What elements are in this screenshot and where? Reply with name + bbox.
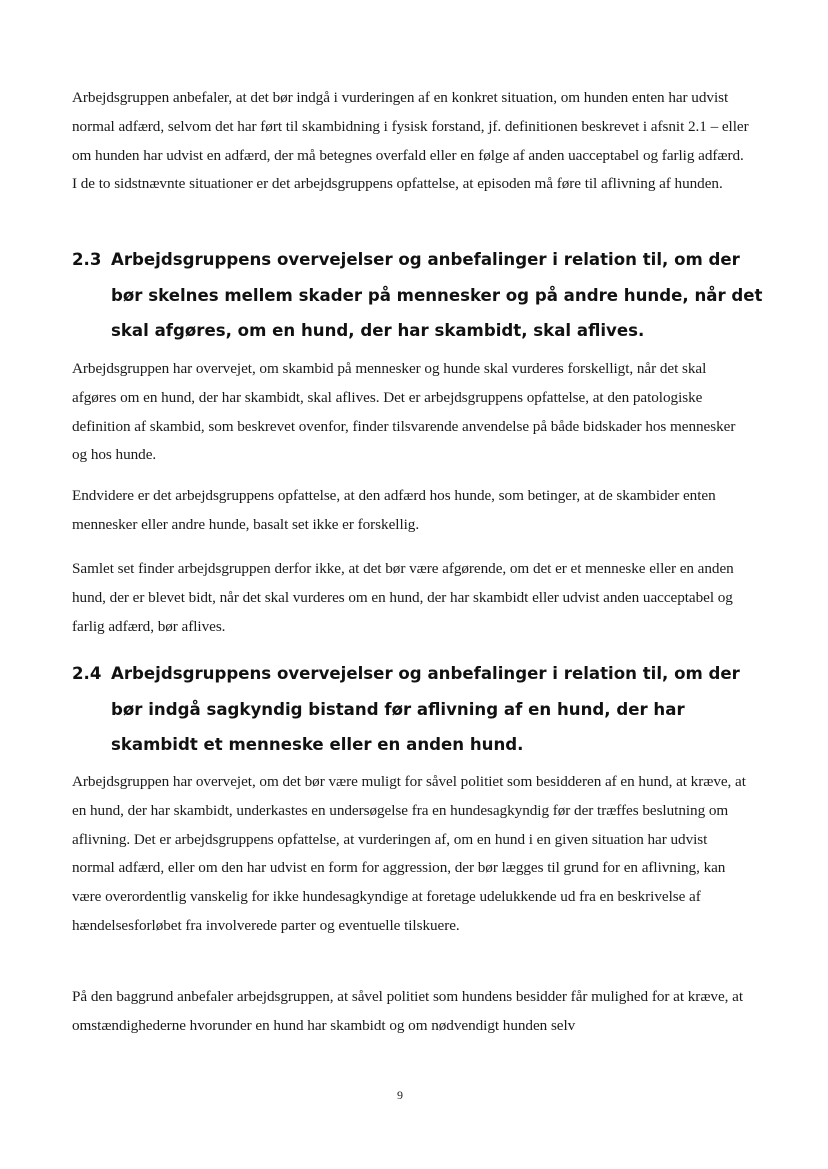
paragraph-intro: Arbejdsgruppen anbefaler, at det bør indgå i vurderingen af en konkret situation, om hunden enten har udvist normal adfærd, selvom det har ført til skambidning i fysisk forstand, jf. definitionen beskrevet i afsnit 2.1 – eller om hunden har udvist en adfærd, der må betegnes overfald eller en følge af anden uacceptabel og farlig adfærd. I de to sidstnævnte situationer er det arbejdsgruppens opfattelse, at episoden må føre til aflivning af hunden. — [72, 89, 749, 193]
section-title: Arbejdsgruppens overvejelser og anbefalinger i relation til, om der bør indgå sagkyndig bistand før aflivning af en hund, der har skambidt et menneske eller en anden hund. — [111, 664, 740, 754]
section-number: 2.3 — [72, 250, 102, 269]
paragraph-2-3-1: Arbejdsgruppen har overvejet, om skambid på mennesker og hunde skal vurderes forskelligt, når det skal afgøres om en hund, der har skambidt, skal aflives. Det er arbejdsgruppens opfattelse, at den patologiske definition af skambid, som beskrevet ovenfor, finder tilsvarende anvendelse på både bidskader hos mennesker og hos hunde. — [72, 360, 736, 464]
section-number: 2.4 — [72, 664, 102, 683]
paragraph-2-4-1: Arbejdsgruppen har overvejet, om det bør være muligt for såvel politiet som besidderen af en hund, at kræve, at en hund, der har skambidt, underkastes en undersøgelse fra en hundesagkyndig før der træffes beslutning om aflivning. Det er arbejdsgruppens opfattelse, at vurderingen af, om en hund i en given situation har udvist normal adfærd, eller om den har udvist en form for aggression, der bør lægges til grund for en aflivning, kan være overordentlig vanskelig for ikke hundesagkyndige at foretage udelukkende ud fra en beskrivelse af hændelsesforløbet fra involverede parter og eventuelle tilskuere. — [72, 773, 746, 934]
paragraph-2-3-3: Samlet set finder arbejdsgruppen derfor ikke, at det bør være afgørende, om det er et menneske eller en anden hund, der er blevet bidt, når det skal vurderes om en hund, der har skambidt eller udvist anden uacceptabel og farlig adfærd, bør aflives. — [72, 560, 734, 635]
page-number: 9 — [397, 1088, 403, 1102]
section-title: Arbejdsgruppens overvejelser og anbefalinger i relation til, om der bør skelnes mellem skader på mennesker og på andre hunde, når det skal afgøres, om en hund, der har skambidt, skal aflives. — [111, 250, 763, 340]
paragraph-2-3-2: Endvidere er det arbejdsgruppens opfattelse, at den adfærd hos hunde, som betinger, at de skambider enten mennesker eller andre hunde, basalt set ikke er forskellig. — [72, 487, 716, 533]
section-heading-2-3 — [72, 242, 772, 349]
section-heading-2-4 — [72, 656, 772, 763]
paragraph-2-4-2: På den baggrund anbefaler arbejdsgruppen, at såvel politiet som hundens besidder får mulighed for at kræve, at omstændighederne hvorunder en hund har skambidt og om nødvendigt hunden selv — [72, 988, 743, 1034]
